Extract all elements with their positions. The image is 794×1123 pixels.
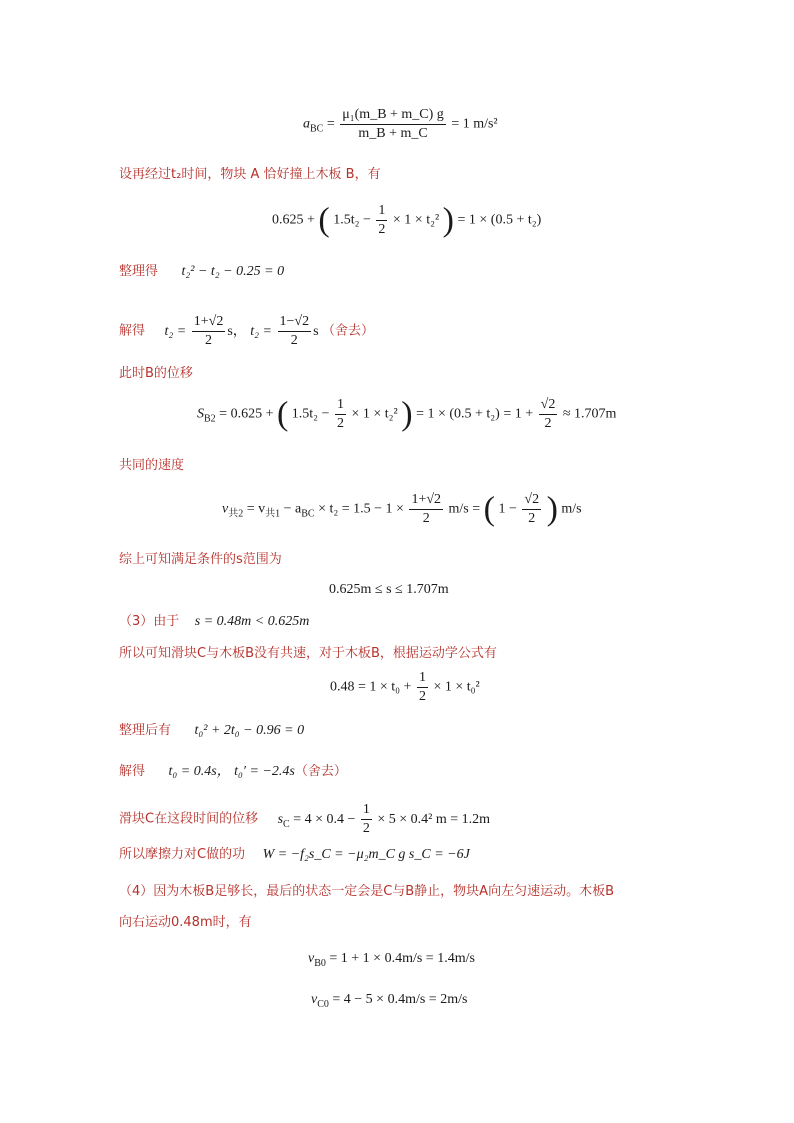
fraction [340, 106, 446, 143]
eq-part: = v [246, 501, 266, 517]
fraction-denominator: 2 [205, 333, 213, 348]
eq-part: × 1 × t₂² [351, 406, 398, 422]
label: 综上可知满足条件的s范围为 [119, 552, 282, 567]
equation-velocity [222, 491, 582, 528]
eq-lhs: S [197, 406, 204, 422]
equation-range [329, 580, 449, 600]
fraction-numerator: 1 [417, 669, 428, 688]
fraction [417, 669, 428, 706]
label: 解得 [119, 764, 146, 779]
eq-lhs-sub: 共2 [228, 508, 244, 520]
equation-vC0 [311, 990, 467, 1015]
fraction-denominator: 2 [422, 511, 430, 526]
text: t₂时间，物块 [171, 167, 247, 182]
text-line-12 [119, 845, 470, 865]
fraction [409, 491, 443, 528]
text-line-13 [119, 882, 614, 902]
fraction-numerator: √2 [522, 491, 541, 510]
fraction-denominator: 2 [544, 416, 552, 431]
fraction [192, 313, 226, 350]
label: 向右运动0.48m时，有 [119, 915, 252, 930]
fraction-denominator: 2 [290, 333, 298, 348]
paren-open: ( [318, 201, 330, 239]
eq-sub: 共1 [265, 508, 281, 520]
eq-lhs-sub: B0 [314, 957, 326, 969]
paren-open: ( [483, 490, 495, 528]
fraction [539, 396, 558, 433]
eq-part: × 1 × t₀² [433, 679, 480, 695]
eq-lhs-sub: C0 [317, 998, 329, 1010]
note: （舍去） [322, 323, 375, 339]
fraction-numerator: 1 [335, 396, 346, 415]
fraction-numerator: 1+√2 [409, 491, 443, 510]
eq-part: = 4 − 5 × 0.4m/s = 2m/s [332, 992, 468, 1007]
label: 解得 [119, 323, 146, 339]
fraction-numerator: μ₁(m_B + m_C) g [340, 106, 446, 125]
text-line-8 [119, 644, 497, 664]
eq-lhs: v [308, 951, 315, 966]
eq-part: m/s [561, 501, 582, 517]
text-line-10 [119, 762, 347, 782]
eq-sub: BC [301, 508, 315, 520]
fraction-denominator: 2 [378, 222, 386, 237]
root-2-lhs: t₂ = [250, 323, 272, 339]
label: 整理得 [119, 264, 159, 279]
eq-text: t₀² + 2t₀ − 0.96 = 0 [194, 723, 305, 738]
text-line-5 [119, 456, 184, 476]
eq-lhs-sub: C [283, 818, 290, 830]
eq-part: = 1 × (0.5 + t₂) = 1 + [416, 406, 534, 422]
text: B，有 [345, 167, 381, 182]
label: （3）由于 [119, 614, 180, 629]
fraction [278, 313, 312, 350]
text: A [250, 167, 260, 182]
eq-text: s = 0.48m < 0.625m [194, 614, 310, 629]
fraction-half [335, 396, 346, 433]
eq-lhs: a [303, 116, 310, 132]
eq-part: 0.48 = 1 × t₀ + [330, 679, 412, 695]
text-line-7 [119, 612, 309, 632]
text: 恰好撞上木板 [263, 167, 342, 182]
equation-position [272, 202, 541, 239]
fraction-denominator: 2 [418, 689, 426, 704]
eq-text: W = −f₂s_C = −μ₂m_C g s_C = −6J [262, 847, 470, 862]
label: 滑块C在这段时间的位移 [119, 811, 259, 827]
fraction-numerator: 1 [361, 801, 372, 820]
root-1-lhs: t₂ = [164, 323, 187, 339]
equation-vB0 [308, 949, 475, 974]
label: 此时B的位移 [119, 366, 193, 381]
fraction-half [376, 202, 387, 239]
unit: s [313, 323, 319, 339]
eq-part: × 5 × 0.4² m = 1.2m [377, 811, 491, 827]
label: 整理后有 [119, 723, 172, 738]
fraction-denominator: 2 [362, 821, 370, 836]
text-line-2 [119, 262, 284, 282]
eq-lhs: v [222, 501, 229, 517]
eq-part: 1.5t₂ − [291, 406, 330, 422]
eq-part: = 0.625 + [219, 406, 274, 422]
eq-part: t₀′ = −2.4s [234, 764, 295, 779]
text-line-14 [119, 913, 252, 933]
text-line-11 [119, 801, 490, 838]
fraction [361, 801, 372, 838]
eq-rhs: = 1 m/s² [451, 116, 498, 132]
unit: s， [227, 323, 247, 339]
eq-lhs: s [277, 811, 284, 827]
eq-part: 1.5t₂ − [333, 212, 371, 228]
text-line-6 [119, 550, 282, 570]
eq-part: = 1 + 1 × 0.4m/s = 1.4m/s [329, 951, 475, 966]
paren-close: ) [401, 395, 413, 433]
eq-part: m/s = [448, 501, 481, 517]
note: （舍去） [294, 764, 347, 779]
fraction [522, 491, 541, 528]
eq-part: = 1 × [457, 212, 488, 228]
eq-part: ≈ 1.707m [562, 406, 617, 422]
eq-part: t₀ = 0.4s， [168, 764, 231, 779]
label: 所以可知滑块C与木板B没有共速，对于木板B，根据运动学公式有 [119, 646, 497, 661]
eq-part: = 4 × 0.4 − [293, 811, 356, 827]
eq-text: 0.625m ≤ s ≤ 1.707m [329, 582, 449, 597]
eq-part: − a [283, 501, 302, 517]
equation-quadratic: t₂² − t₂ − 0.25 = 0 [181, 264, 285, 279]
text: 设再经过 [119, 167, 172, 182]
label: （4）因为木板B足够长，最后的状态一定会是C与B静止，物块A向左匀速运动。木板B [119, 884, 614, 899]
fraction-denominator: 2 [528, 511, 536, 526]
eq-lhs: v [311, 992, 318, 1007]
paren-close: ) [546, 490, 558, 528]
fraction-denominator: 2 [336, 416, 344, 431]
equation-SB2 [197, 396, 616, 433]
paren-open: ( [276, 395, 289, 433]
eq-lhs-sub: BC [310, 123, 324, 135]
fraction-denominator: m_B + m_C [358, 126, 428, 141]
label: 共同的速度 [119, 458, 185, 473]
eq-part: × t₂ = 1.5 − 1 × [318, 501, 404, 517]
text-line-1 [119, 165, 381, 185]
eq-lhs-sub: B2 [204, 413, 216, 425]
label: 所以摩擦力对C做的功 [119, 847, 246, 862]
eq-part: 0.625 + [272, 212, 315, 228]
equation-aBC: $a_{BC}$ = $\frac{\text{μ₁(m\_B + m\_C) g}}{m\_B + m\_C}$ = 1 m/s² [303, 107, 498, 141]
eq-part: 1 − [498, 501, 517, 517]
text-line-3 [119, 313, 374, 350]
text-line-9 [119, 721, 304, 741]
equation-kinematics [330, 669, 480, 706]
text-line-4 [119, 364, 193, 384]
eq-part: (0.5 + t₂) [490, 212, 542, 228]
fraction-numerator: 1 [376, 202, 387, 221]
fraction-numerator: √2 [539, 396, 558, 415]
eq-part: × 1 × t₂² [392, 212, 440, 228]
fraction-numerator: 1+√2 [192, 313, 226, 332]
fraction-numerator: 1−√2 [278, 313, 312, 332]
paren-close: ) [442, 201, 454, 239]
